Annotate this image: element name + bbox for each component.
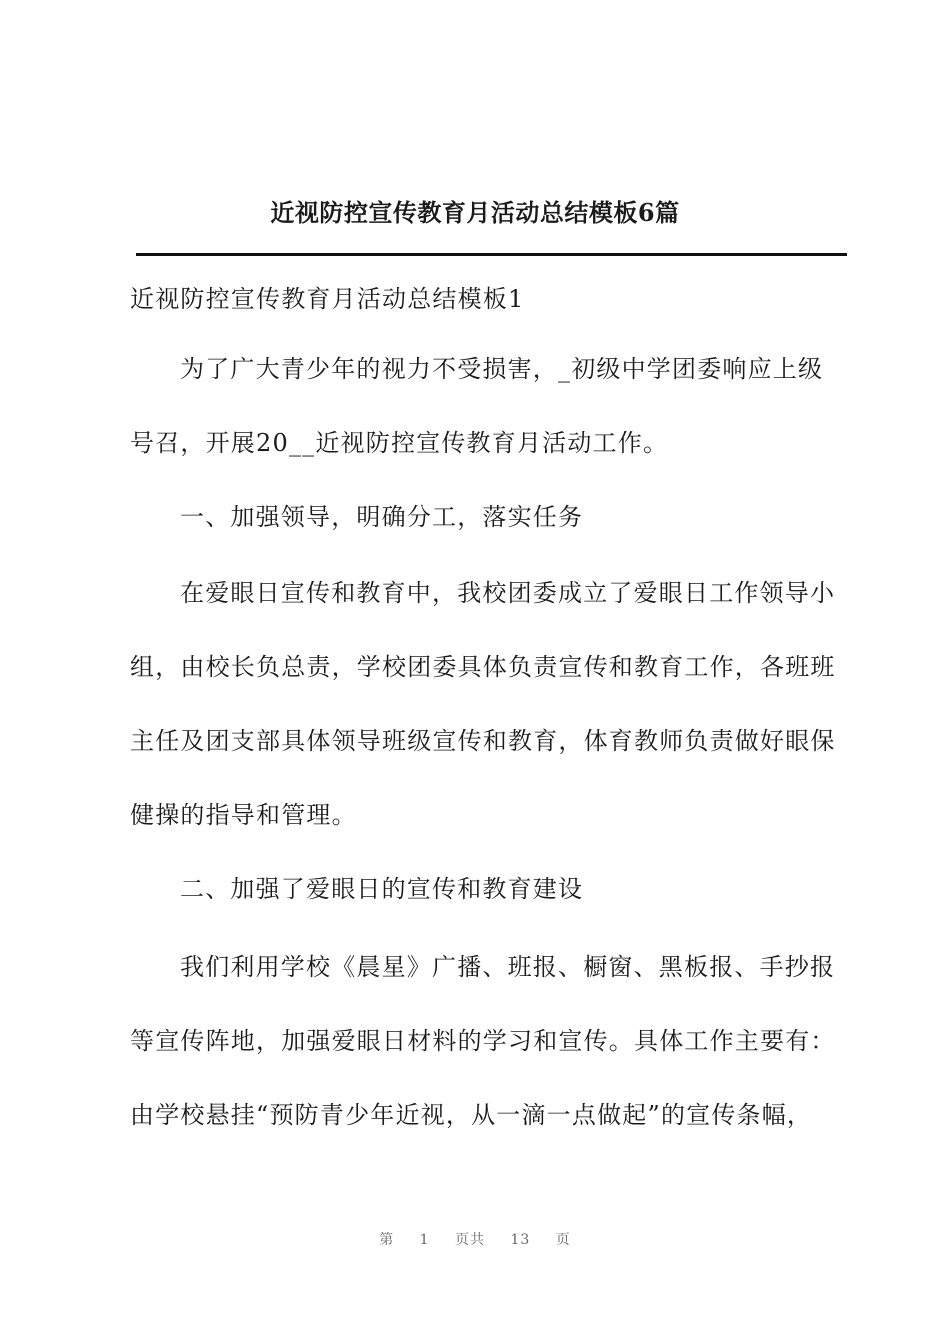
- subheading-1: 一、加强领导，明确分工，落实任务: [180, 503, 584, 531]
- body-line: 为了广大青少年的视力不受损害，_初级中学团委响应上级: [180, 355, 824, 383]
- document-title: 近视防控宣传教育月活动总结模板6篇: [270, 198, 680, 227]
- body-line: 号召，开展20__近视防控宣传教育月活动工作。: [130, 429, 669, 457]
- footer-suffix: 页: [555, 1232, 571, 1248]
- body-line: 等宣传阵地，加强爱眼日材料的学习和宣传。具体工作主要有：: [130, 1027, 836, 1055]
- footer-mid: 页共: [455, 1232, 486, 1248]
- title-divider: [136, 253, 847, 256]
- subheading-2: 二、加强了爱眼日的宣传和教育建设: [180, 875, 584, 903]
- body-line: 健操的指导和管理。: [130, 801, 357, 829]
- body-line: 由学校悬挂“预防青少年近视，从一滴一点做起”的宣传条幅，: [130, 1101, 813, 1129]
- body-line: 组，由校长负总责，学校团委具体负责宣传和教育工作，各班班: [130, 653, 836, 681]
- body-line: 主任及团支部具体领导班级宣传和教育，体育教师负责做好眼保: [130, 727, 836, 755]
- page-footer: [0, 1229, 950, 1249]
- footer-prefix: 第: [379, 1232, 395, 1248]
- body-line: 我们利用学校《晨星》广播、班报、橱窗、黑板报、手抄报: [180, 953, 836, 981]
- section-heading-1: 近视防控宣传教育月活动总结模板1: [130, 285, 525, 313]
- footer-page-number: 1: [419, 1232, 430, 1248]
- body-line: 在爱眼日宣传和教育中，我校团委成立了爱眼日工作领导小: [180, 579, 836, 607]
- footer-total-pages: 13: [510, 1232, 531, 1248]
